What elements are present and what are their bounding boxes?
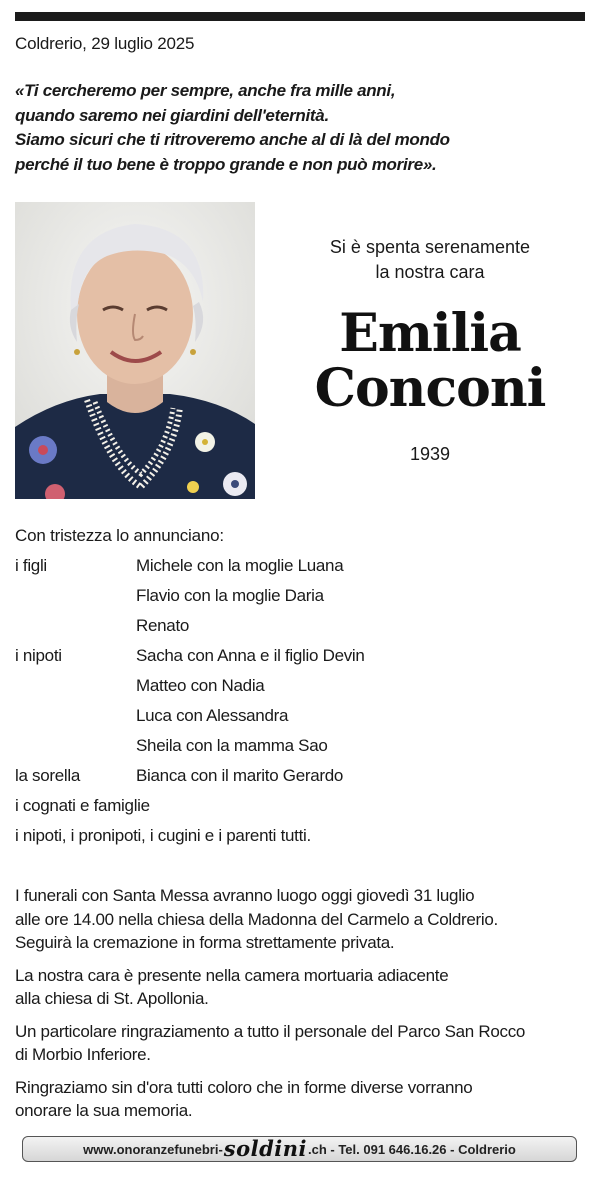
family-row (15, 792, 585, 822)
birth-year: 1939 (409, 444, 451, 464)
relation-label: la sorella (15, 766, 81, 785)
notice-line: onorare la sua memoria. (15, 1101, 193, 1120)
notice-line: di Morbio Inferiore. (15, 1045, 151, 1064)
quote-line: quando saremo nei giardini dell'eternità. (15, 105, 329, 125)
relation-label: i figli (15, 556, 47, 575)
relative-names: Sheila con la mamma Sao (136, 736, 328, 755)
portrait-photo (15, 202, 255, 499)
notice-paragraph (15, 1076, 593, 1123)
relative-names: Michele con la moglie Luana (136, 556, 344, 575)
relative-names: Luca con Alessandra (136, 706, 289, 725)
relative-names: Renato (136, 616, 190, 635)
relation-label: i cognati e famiglie (15, 796, 150, 815)
family-row (15, 702, 585, 732)
notice-line: I funerali con Santa Messa avranno luogo oggi giovedì 31 luglio (15, 886, 475, 905)
notice-line: alle ore 14.00 nella chiesa della Madonna del Carmelo a Coldrerio. (15, 909, 498, 929)
family-row (15, 672, 585, 702)
deceased-name (290, 303, 570, 419)
dateline: Coldrerio, 29 luglio 2025 (15, 34, 195, 53)
relative-names: Matteo con Nadia (136, 676, 265, 695)
relative-names: Bianca con il marito Gerardo (136, 766, 344, 785)
family-row (15, 732, 585, 762)
notice-line: alla chiesa di St. Apollonia. (15, 989, 209, 1008)
memorial-quote (15, 79, 590, 177)
brand-logo-text: soldini (223, 1135, 307, 1161)
last-name: Conconi (314, 358, 546, 419)
quote-line: perché il tuo bene è troppo grande e non può morire». (15, 154, 437, 174)
relative-names: Flavio con la moglie Daria (136, 586, 324, 605)
portrait-image (15, 202, 255, 499)
relation-label: i nipoti (15, 646, 62, 665)
intro-line: la nostra cara (375, 262, 485, 282)
family-row (15, 582, 585, 612)
quote-line: «Ti cercheremo per sempre, anche fra mille anni, (15, 81, 396, 100)
notice-line: Un particolare ringraziamento a tutto il personale del Parco San Rocco (15, 1021, 526, 1041)
intro-text (300, 235, 560, 285)
notice-paragraph (15, 884, 593, 955)
website-prefix: www.onoranzefunebri- (83, 1141, 223, 1157)
family-list (15, 552, 585, 852)
notice-line: Seguirà la cremazione in forma strettamente privata. (15, 933, 395, 952)
family-row (15, 552, 585, 582)
contact-info: .ch - Tel. 091 646.16.26 - Coldrerio (308, 1141, 516, 1157)
announce-heading: Con tristezza lo annunciano: (15, 526, 224, 545)
first-name: Emilia (339, 303, 521, 364)
intro-line: Si è spenta serenamente (329, 237, 531, 257)
funeral-home-banner (22, 1136, 577, 1162)
notice-paragraph (15, 964, 593, 1011)
family-row (15, 762, 585, 792)
family-row (15, 612, 585, 642)
funeral-notices (15, 884, 593, 1132)
relation-label: i nipoti, i pronipoti, i cugini e i parenti tutti. (15, 826, 311, 845)
top-rule (15, 12, 585, 21)
notice-line: La nostra cara è presente nella camera mortuaria adiacente (15, 965, 449, 985)
relative-names: Sacha con Anna e il figlio Devin (136, 646, 365, 665)
family-row (15, 642, 585, 672)
notice-line: Ringraziamo sin d'ora tutti coloro che in forme diverse vorranno (15, 1077, 473, 1097)
family-row (15, 822, 585, 852)
quote-line: Siamo sicuri che ti ritroveremo anche al di là del mondo (15, 130, 450, 149)
notice-paragraph (15, 1020, 593, 1067)
